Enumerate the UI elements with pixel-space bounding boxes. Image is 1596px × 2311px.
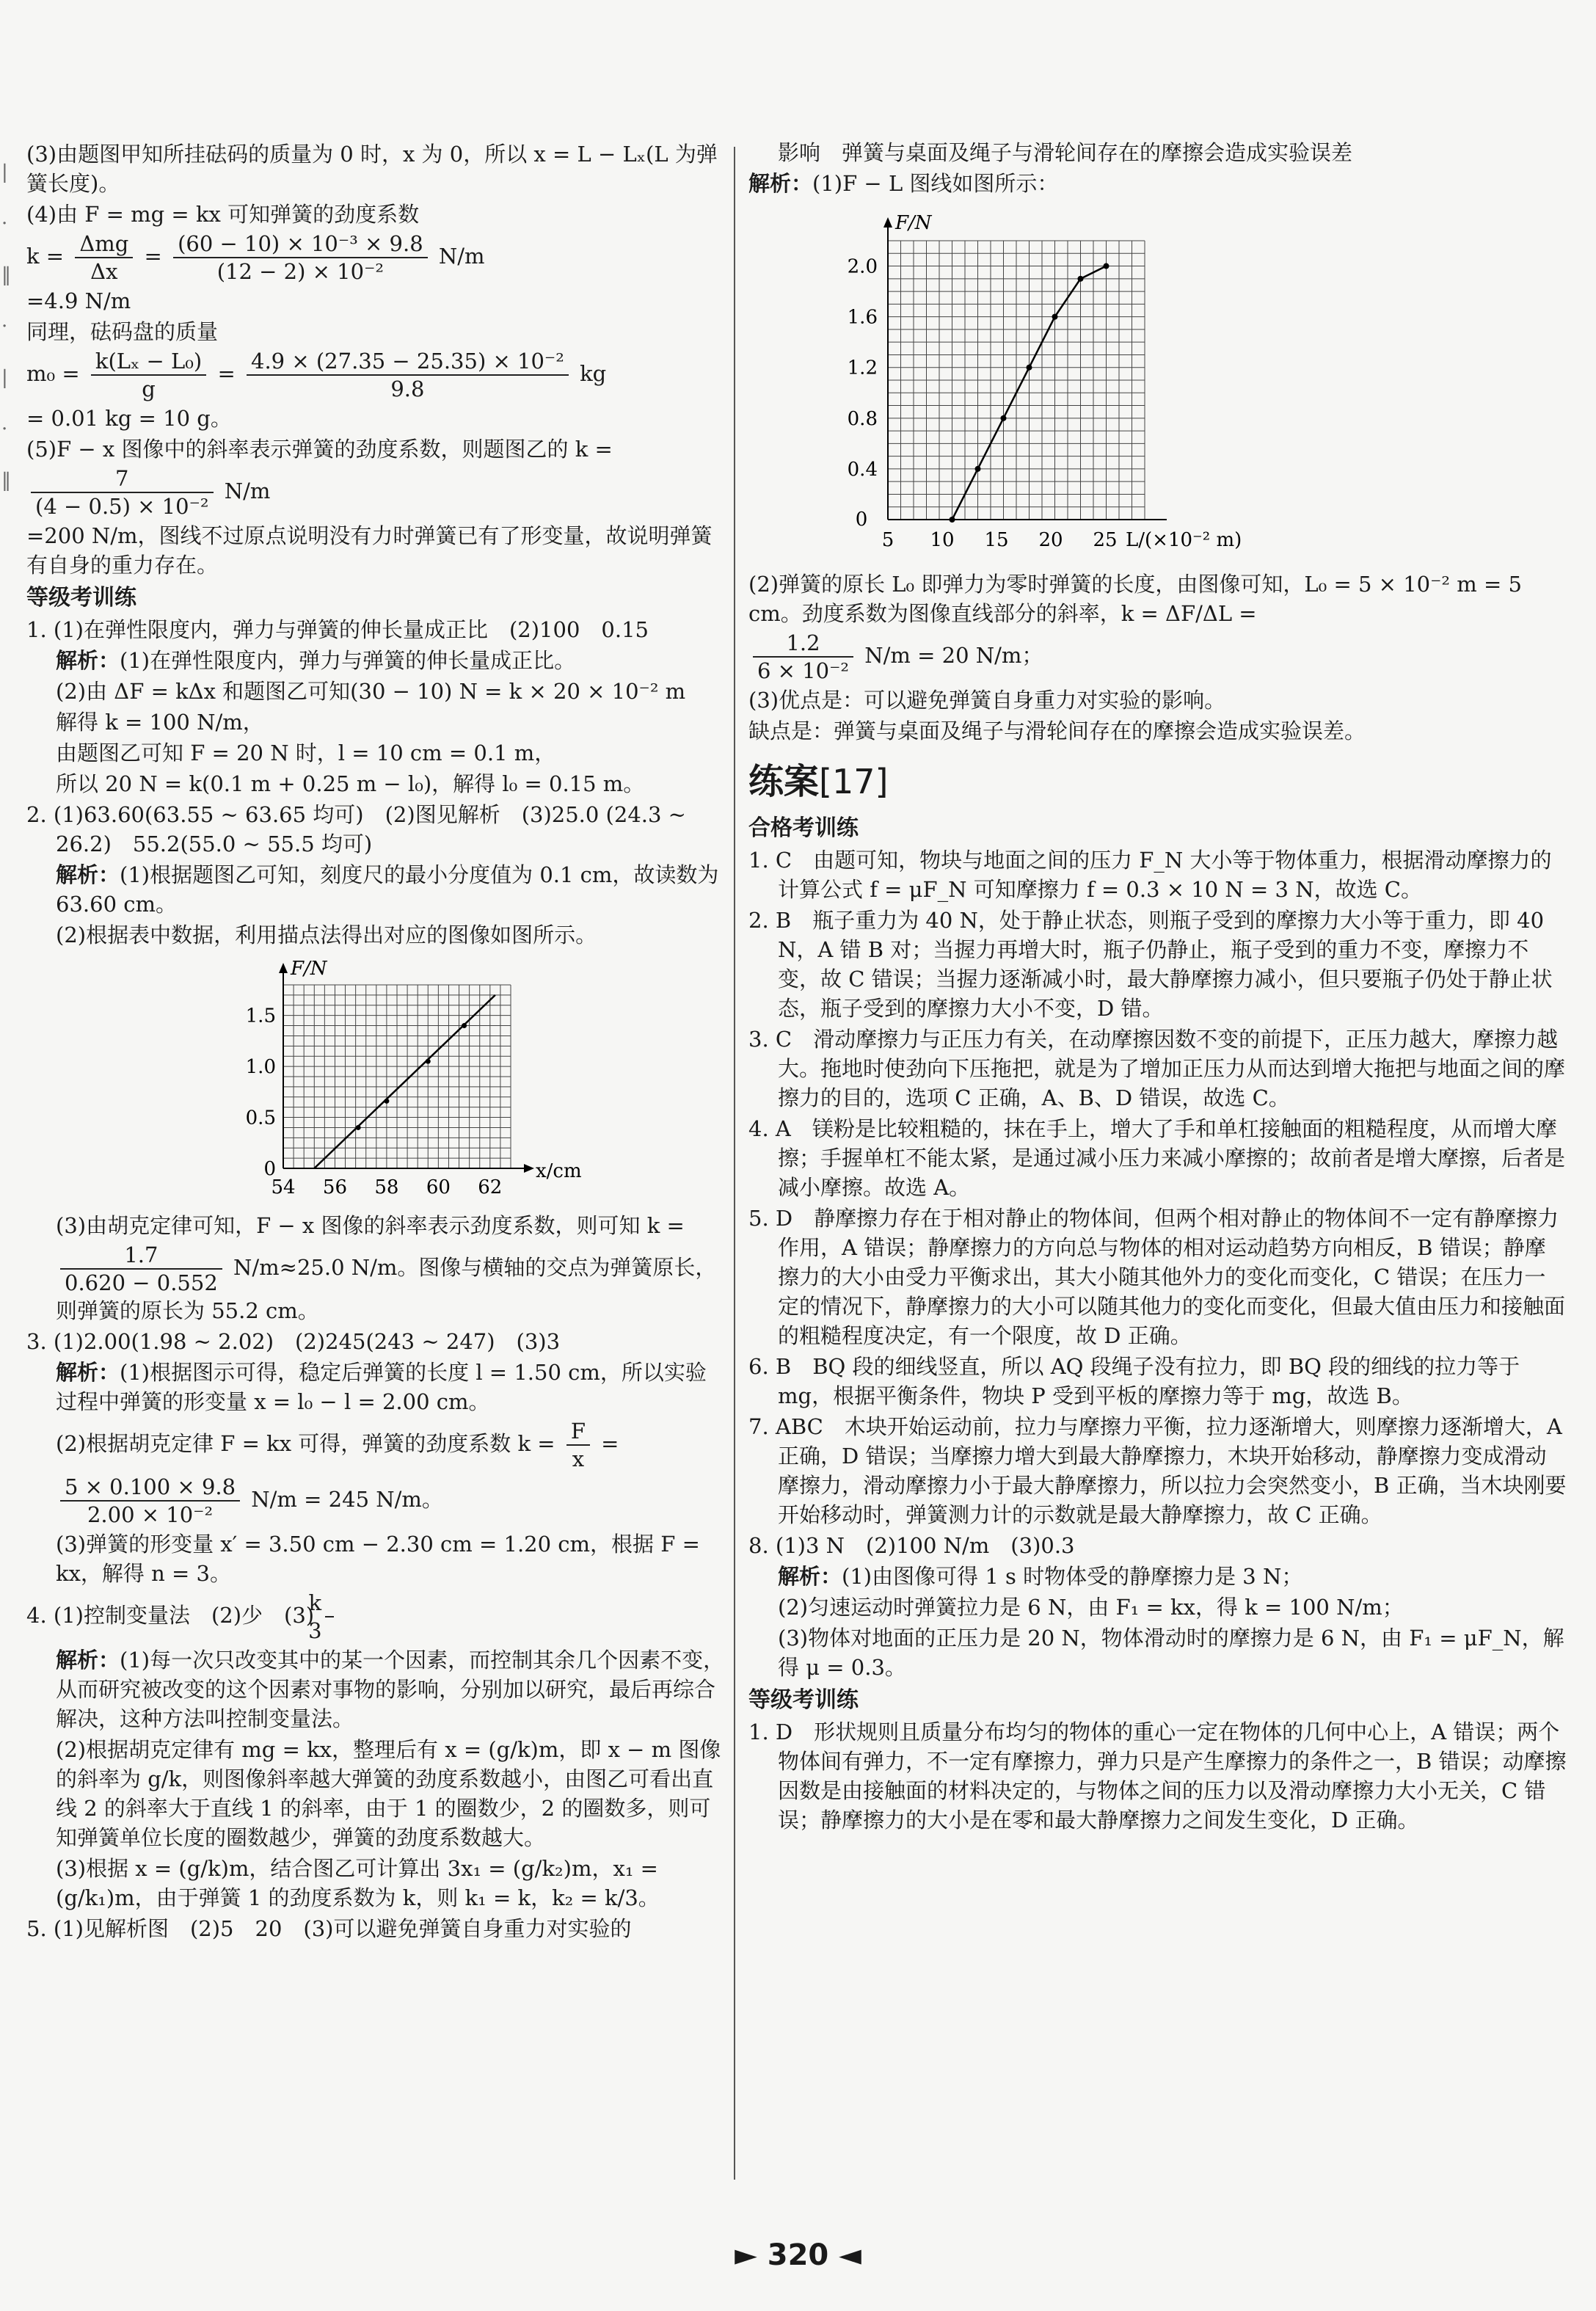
fraction (753, 630, 853, 684)
fraction (60, 1474, 240, 1528)
data-point (1001, 415, 1007, 421)
formula-k4 (26, 1418, 727, 1472)
text-line: =4.9 N/m (26, 288, 131, 313)
fraction (91, 348, 206, 402)
y-axis-label: F/N (895, 212, 932, 234)
data-point (950, 517, 955, 523)
data-point (462, 1023, 467, 1028)
fraction (247, 348, 569, 402)
fit-line (314, 995, 495, 1168)
y-tick-label: 0.4 (847, 458, 878, 481)
fraction (173, 230, 428, 285)
denominator: 6 × 10⁻² (757, 658, 850, 683)
text-line: 缺点是：弹簧与桌面及绳子与滑轮间存在的摩擦会造成实验误差。 (748, 718, 1366, 743)
x-tick-label: 20 (1038, 529, 1063, 551)
analysis (748, 169, 1567, 198)
numerator: Δmg (75, 230, 133, 258)
text-line: (3)根据 x = (g/k)m，结合图乙可计算出 3x₁ = (g/k₂)m，x₁ = (g/k₁)m，由于弹簧 1 的劲度系数为 k，则 k₁ = k，k₂ = k/3。 (56, 1856, 660, 1910)
question-5: 5. (1)见解析图 (2)5 20 (3)可以避免弹簧自身重力对实验的 (26, 1916, 632, 1941)
question-4 (26, 1590, 727, 1644)
data-point (1104, 263, 1109, 269)
denominator: x (572, 1446, 585, 1471)
formula-text: m₀ = (26, 361, 80, 386)
column-divider (734, 147, 735, 2180)
unit-text: kg (580, 361, 607, 386)
analysis-text: (1)由图像可得 1 s 时物体受的静摩擦力是 3 N； (842, 1564, 1303, 1589)
y-axis-label: F/N (291, 958, 327, 980)
text-line: (3)由胡克定律可知，F − x 图像的斜率表示劲度系数，则可知 k = (56, 1213, 685, 1238)
section-heading: 等级考训练 (26, 585, 136, 611)
analysis-text: (1)根据图示可得，稳定后弹簧的长度 l = 1.50 cm，所以实验过程中弹簧的形变量 x = l₀ − l = 2.00 cm。 (56, 1360, 707, 1414)
analysis (26, 1358, 727, 1416)
text-line: 解得 k = 100 N/m， (56, 710, 264, 735)
question-3: 3. (1)2.00(1.98 ~ 2.02) (2)245(243 ~ 247) (3)3 (26, 1329, 561, 1354)
formula-text: k = (26, 244, 65, 269)
question-1: 1. (1)在弹性限度内，弹力与弹簧的伸长量成正比 (2)100 0.15 (26, 617, 649, 642)
x-tick-label: 10 (930, 529, 955, 551)
practice-title: 练案 (748, 761, 820, 802)
unit-text: N/m (438, 244, 485, 269)
formula-m0: m₀ = $\frac{\text{k(Lₓ − L₀)}}{g}$ = $\frac{\text{4.9 × (27.35 − 25.35) × 10⁻²}}{9.8}$ kg (26, 349, 607, 401)
numerator: k(Lₓ − L₀) (91, 348, 206, 376)
x-tick-label: 5 (881, 529, 894, 551)
data-point (356, 1125, 361, 1130)
formula-k2 (26, 465, 727, 520)
numerator: k (325, 1590, 334, 1617)
data-point (1052, 314, 1058, 320)
origin-label: 0 (855, 509, 868, 531)
chart-f-x (26, 956, 687, 1205)
denominator: 3 (308, 1618, 322, 1643)
data-point (384, 1099, 389, 1104)
page-edge-marks: | · ‖ · | · ‖ (1, 161, 11, 492)
formula-text: = (601, 1431, 619, 1456)
analysis-text: (1)根据题图乙可知，刻度尺的最小分度值为 0.1 cm，故读数为 63.60 cm。 (56, 862, 719, 917)
x-axis-label: x/cm (536, 1160, 582, 1182)
formula-text: N/m = 20 N/m； (864, 643, 1043, 668)
formula-k3 (26, 1242, 727, 1325)
analysis (26, 1645, 727, 1733)
formula-k5 (26, 1474, 727, 1528)
text-line: (5)F − x 图像中的斜率表示弹簧的劲度系数，则题图乙的 k = (26, 437, 613, 462)
chart-f-l (748, 204, 1306, 564)
page-number: ► 320 ◄ (735, 2238, 861, 2272)
x-tick-label: 15 (984, 529, 1009, 551)
analysis (748, 1562, 1567, 1591)
data-point (975, 466, 981, 472)
formula-text: N/m≈25.0 N/m。图像与横轴的交点为弹簧原长，则弹簧的原长为 55.2 cm。 (56, 1255, 717, 1323)
x-tick-label: 56 (322, 1176, 348, 1198)
denominator: 0.620 − 0.552 (65, 1270, 218, 1295)
formula-text: N/m = 245 N/m。 (251, 1487, 443, 1512)
denominator: 2.00 × 10⁻² (87, 1502, 214, 1527)
data-point (1027, 365, 1032, 371)
section-heading: 等级考训练 (748, 1687, 859, 1713)
numerator: 1.2 (753, 630, 853, 658)
numerator: F (566, 1418, 590, 1446)
text-line: =200 N/m，图线不过原点说明没有力时弹簧已有了形变量，故说明弹簧有自身的重力存在。 (26, 523, 713, 578)
x-axis-label: L/(×10⁻² m) (1126, 529, 1242, 551)
y-axis-arrow (279, 963, 288, 973)
y-tick-label: 0.8 (847, 407, 878, 430)
analysis (26, 646, 727, 675)
answer-2: 2. B 瓶子重力为 40 N，处于静止状态，则瓶子受到的摩擦力大小等于重力，即 40 N，A 错 B 对；当握力再增大时，瓶子仍静止，瓶子受到的重力不变，摩擦力不变，故 C 错误；当握力逐渐减小时，最大静摩擦力减小，但只要瓶子仍处于静止状态，瓶子受到的摩擦力大小不变，D 错。 (748, 908, 1553, 1021)
numerator: 1.7 (60, 1242, 222, 1270)
x-tick-label: 58 (374, 1176, 399, 1198)
right-column (748, 138, 1567, 1836)
y-tick-label: 1.2 (847, 357, 878, 379)
denominator: 9.8 (390, 376, 425, 401)
y-tick-label: 0.5 (245, 1107, 276, 1129)
text-line: (3)物体对地面的正压力是 20 N，物体滑动时的摩擦力是 6 N，由 F₁ = μF_N，解得 μ = 0.3。 (778, 1626, 1564, 1680)
text-line: 影响 弹簧与桌面及绳子与滑轮间存在的摩擦会造成实验误差 (778, 140, 1353, 165)
numerator: 7 (31, 465, 214, 493)
text-line: (4)由 F = mg = kx 可知弹簧的劲度系数 (26, 202, 420, 227)
text-line: 同理，砝码盘的质量 (26, 319, 219, 344)
analysis-label: 解析： (748, 171, 813, 196)
unit-text: N/m (224, 478, 271, 503)
answer-7: 7. ABC 木块开始运动前，拉力与摩擦力平衡，拉力逐渐增大，则摩擦力逐渐增大，A 正确，D 错误；当摩擦力增大到最大静摩擦力，木块开始移动，静摩擦力变成滑动摩擦力，滑动摩擦力小于最大静摩擦力，所以拉力会突然变小，B 正确，当木块刚要开始移动时，弹簧测力计的示数就是最大静摩擦力，故 C 正确。 (748, 1414, 1567, 1527)
text-line: (2)匀速运动时弹簧拉力是 6 N，由 F₁ = kx，得 k = 100 N/m； (778, 1595, 1404, 1620)
text-line: (3)弹簧的形变量 x′ = 3.50 cm − 2.30 cm = 1.20 cm，根据 F = kx，解得 n = 3。 (56, 1532, 700, 1586)
answer-4: 4. A 镁粉是比较粗糙的，抹在手上，增大了手和单杠接触面的粗糙程度，从而增大摩擦；手握单杠不能太紧，是通过减小压力来减小摩擦的；故前者是增大摩擦，后者是减小摩擦。故选 A。 (748, 1116, 1566, 1200)
x-tick-label: 62 (478, 1176, 503, 1198)
x-tick-label: 60 (426, 1176, 451, 1198)
practice-heading (748, 756, 1567, 807)
text-line: (2)由 ΔF = kΔx 和题图乙可知(30 − 10) N = k × 20 × 10⁻² m (56, 679, 686, 704)
y-tick-label: 1.5 (245, 1005, 276, 1027)
y-axis-arrow (883, 217, 892, 228)
data-point (1078, 276, 1084, 282)
x-tick-label: 54 (271, 1176, 296, 1198)
fraction (308, 1590, 334, 1644)
denominator: Δx (90, 259, 118, 284)
denominator: g (142, 376, 156, 401)
x-axis-arrow (524, 1164, 534, 1173)
text-line: (2)根据表中数据，利用描点法得出对应的图像如图所示。 (56, 922, 597, 947)
text-line: (3)由题图甲知所挂砝码的质量为 0 时，x 为 0，所以 x = L − Lₓ(L 为弹簧长度)。 (26, 142, 718, 196)
analysis-label: 解析： (56, 648, 120, 673)
section-heading: 合格考训练 (748, 815, 859, 841)
numerator: 4.9 × (27.35 − 25.35) × 10⁻² (247, 348, 569, 376)
practice-number: [17] (819, 762, 889, 801)
fraction (566, 1418, 590, 1472)
denominator: (4 − 0.5) × 10⁻² (35, 494, 209, 519)
text-line: (2)弹簧的原长 L₀ 即弹力为零时弹簧的长度，由图像可知，L₀ = 5 × 10⁻² m = 5 cm。劲度系数为图像直线部分的斜率，k = ΔF/ΔL = (748, 572, 1522, 626)
analysis-text: (1)在弹性限度内，弹力与弹簧的伸长量成正比。 (120, 648, 576, 673)
y-tick-label: 2.0 (847, 255, 878, 278)
fraction (75, 230, 133, 285)
answer-6: 6. B BQ 段的细线竖直，所以 AQ 段绳子没有拉力，即 BQ 段的细线的拉力等于 mg，根据平衡条件，物块 P 受到平板的摩擦力等于 mg，故选 B。 (748, 1354, 1520, 1408)
fraction (31, 465, 214, 520)
analysis (26, 860, 727, 919)
y-tick-label: 0 (263, 1158, 276, 1180)
text-line: 由题图乙可知 F = 20 N 时，l = 10 cm = 0.1 m， (56, 740, 556, 765)
numerator: 5 × 0.100 × 9.8 (60, 1474, 240, 1502)
y-tick-label: 1.6 (847, 306, 878, 329)
formula-text: (2)根据胡克定律 F = kx 可得，弹簧的劲度系数 k = (56, 1431, 555, 1456)
analysis-text: (1)每一次只改变其中的某一个因素，而控制其余几个因素不变，从而研究被改变的这个因素对事物的影响，分别加以研究，最后再综合解决，这种方法叫控制变量法。 (56, 1648, 725, 1731)
analysis-label: 解析： (56, 1360, 120, 1385)
formula-k: k = $\frac{\text{Δmg}}{\Delta x}$ = $\frac{\text{(60 − 10) × 10⁻³ × 9.8}}{\text{(12 − 2) × 10⁻²}}$ N/m (26, 231, 485, 284)
answer-1: 1. C 由题可知，物块与地面之间的压力 F_N 大小等于物体重力，根据滑动摩擦力的计算公式 f = μF_N 可知摩擦力 f = 0.3 × 10 N = 3 N，故选 C。 (748, 848, 1552, 902)
x-tick-label: 25 (1093, 529, 1118, 551)
analysis-text: (1)F − L 图线如图所示： (812, 171, 1059, 196)
analysis-label: 解析： (778, 1564, 842, 1589)
text-line: (3)优点是：可以避免弹簧自身重力对实验的影响。 (748, 688, 1226, 713)
denominator: (12 − 2) × 10⁻² (216, 259, 385, 284)
answer-5: 5. D 静摩擦力存在于相对静止的物体间，但两个相对静止的物体间不一定有静摩擦力作用，A 错误；静摩擦力的方向总与物体的相对运动趋势方向相反，B 错误；静摩擦力的大小由受力平衡求出，其大小随其他外力的变化而变化，C 错误；在压力一定的情况下，静摩擦力的大小可以随其他力的变化而变化，但最大值由压力和接触面的粗糙程度决定，有一个限度，故 D 正确。 (748, 1206, 1566, 1348)
answer-8: 8. (1)3 N (2)100 N/m (3)0.3 (748, 1533, 1075, 1558)
question-2: 2. (1)63.60(63.55 ~ 63.65 均可) (2)图见解析 (3)25.0 (24.3 ~ 26.2) 55.2(55.0 ~ 55.5 均可) (26, 802, 686, 856)
answer-3: 3. C 滑动摩擦力与正压力有关，在动摩擦因数不变的前提下，正压力越大，摩擦力越大。拖地时使劲向下压拖把，就是为了增加正压力从而达到增大拖把与地面之间的摩擦力的目的，选项 C 正确，A、B、D 错误，故选 C。 (748, 1027, 1566, 1110)
left-column (26, 139, 727, 1945)
y-tick-label: 1.0 (245, 1056, 276, 1079)
question-text: 4. (1)控制变量法 (2)少 (3) (26, 1603, 315, 1628)
numerator: (60 − 10) × 10⁻³ × 9.8 (173, 230, 428, 258)
analysis-label: 解析： (56, 862, 120, 887)
page-number-value: 320 (767, 2238, 829, 2272)
answer-b1: 1. D 形状规则且质量分布均匀的物体的重心一定在物体的几何中心上，A 错误；两个物体间有弹力，不一定有摩擦力，弹力只是产生摩擦力的条件之一，B 错误；动摩擦因数是由接触面的材料决定的，与物体之间的压力以及滑动摩擦力大小无关，C 错误；静摩擦力的大小是在零和最大静摩擦力之间发生变化，D 正确。 (748, 1719, 1567, 1833)
fraction (60, 1242, 222, 1296)
text-line: 所以 20 N = k(0.1 m + 0.25 m − l₀)，解得 l₀ = 0.15 m。 (56, 771, 645, 796)
data-point (426, 1059, 431, 1064)
text-line: (2)根据胡克定律有 mg = kx，整理后有 x = (g/k)m，即 x − m 图像的斜率为 g/k，则图像斜率越大弹簧的劲度系数越小，由图乙可看出直线 2 的斜率大于直线 1 的斜率，由于 1 的圈数少，2 的圈数多，则可知弹簧单位长度的圈数越少，弹簧的劲度系数越大。 (56, 1737, 721, 1850)
text-line: = 0.01 kg = 10 g。 (26, 406, 232, 431)
formula-k6 (748, 630, 1567, 684)
analysis-label: 解析： (56, 1648, 120, 1673)
